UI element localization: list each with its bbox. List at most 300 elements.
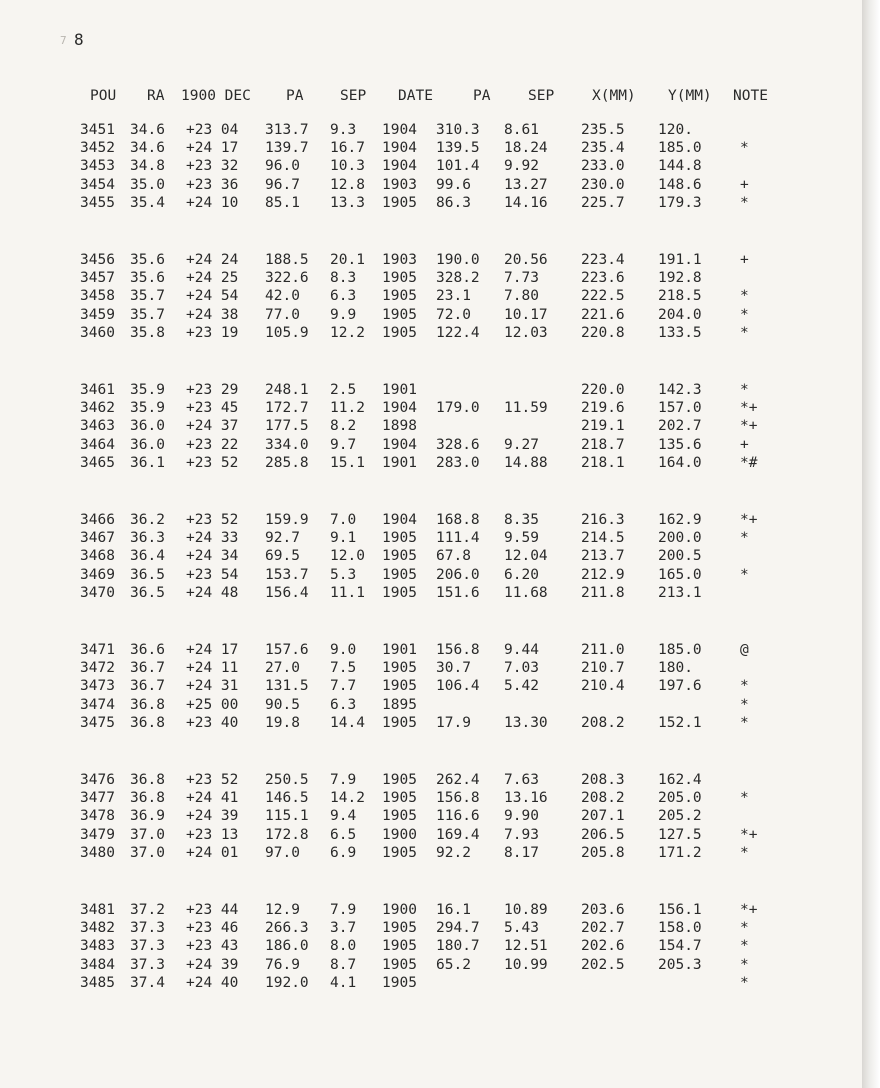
cell-y: 192.8 bbox=[658, 270, 702, 287]
cell-sep1: 11.1 bbox=[330, 584, 365, 601]
cell-sep1: 6.9 bbox=[330, 844, 357, 861]
cell-sep1: 7.7 bbox=[330, 678, 357, 695]
cell-dec: +24 17 bbox=[186, 140, 239, 157]
cell-pou: 3452 bbox=[80, 140, 115, 157]
cell-pa2: 101.4 bbox=[436, 158, 480, 175]
cell-sep2: 20.56 bbox=[504, 252, 548, 268]
cell-dec: +23 22 bbox=[186, 436, 239, 453]
cell-sep2: 7.80 bbox=[504, 288, 539, 305]
cell-pou: 3454 bbox=[80, 176, 115, 193]
cell-sep1: 7.9 bbox=[330, 902, 357, 918]
cell-pa2: 151.6 bbox=[436, 584, 480, 601]
cell-date: 1904 bbox=[382, 140, 417, 157]
cell-sep2: 14.16 bbox=[504, 194, 548, 211]
cell-dec: +23 32 bbox=[186, 158, 239, 175]
cell-date: 1904 bbox=[382, 512, 417, 528]
cell-x: 213.7 bbox=[581, 548, 625, 565]
cell-sep1: 7.5 bbox=[330, 660, 357, 677]
cell-pou: 3476 bbox=[80, 772, 115, 788]
cell-date: 1905 bbox=[382, 920, 417, 937]
cell-ra: 36.0 bbox=[130, 418, 165, 435]
cell-ra: 36.9 bbox=[130, 808, 165, 825]
cell-date: 1905 bbox=[382, 956, 417, 973]
cell-x: 223.4 bbox=[581, 252, 625, 268]
cell-note: + bbox=[740, 436, 749, 453]
cell-pa2: 16.1 bbox=[436, 902, 471, 918]
cell-y: 165.0 bbox=[658, 566, 702, 583]
cell-note: * bbox=[740, 790, 749, 807]
cell-date: 1900 bbox=[382, 826, 417, 843]
cell-ra: 36.3 bbox=[130, 530, 165, 547]
cell-pa1: 313.7 bbox=[265, 122, 309, 138]
cell-note: *# bbox=[740, 454, 758, 471]
cell-x: 211.0 bbox=[581, 642, 625, 658]
cell-ra: 35.9 bbox=[130, 400, 165, 417]
cell-y: 162.4 bbox=[658, 772, 702, 788]
cell-pou: 3468 bbox=[80, 548, 115, 565]
header-sep-2: SEP bbox=[528, 88, 555, 104]
cell-date: 1905 bbox=[382, 974, 417, 991]
cell-date: 1904 bbox=[382, 400, 417, 417]
cell-pou: 3472 bbox=[80, 660, 115, 677]
cell-dec: +24 38 bbox=[186, 306, 239, 323]
header-epoch: 1900 bbox=[181, 88, 216, 104]
cell-sep1: 12.0 bbox=[330, 548, 365, 565]
cell-pa2: 190.0 bbox=[436, 252, 480, 268]
header-pou: POU bbox=[90, 88, 117, 104]
cell-x: 220.8 bbox=[581, 324, 625, 341]
cell-note: * bbox=[740, 844, 749, 861]
cell-date: 1905 bbox=[382, 938, 417, 955]
cell-ra: 37.3 bbox=[130, 938, 165, 955]
cell-sep2: 9.92 bbox=[504, 158, 539, 175]
cell-ra: 36.8 bbox=[130, 772, 165, 788]
cell-x: 230.0 bbox=[581, 176, 625, 193]
cell-pou: 3482 bbox=[80, 920, 115, 937]
cell-pa1: 172.7 bbox=[265, 400, 309, 417]
cell-pa1: 19.8 bbox=[265, 714, 300, 731]
cell-x: 206.5 bbox=[581, 826, 625, 843]
cell-sep2: 7.73 bbox=[504, 270, 539, 287]
cell-sep2: 8.17 bbox=[504, 844, 539, 861]
cell-note: *+ bbox=[740, 512, 758, 528]
cell-pa2: 106.4 bbox=[436, 678, 480, 695]
header-ra: RA bbox=[147, 88, 165, 104]
cell-x: 208.2 bbox=[581, 714, 625, 731]
cell-sep2: 12.04 bbox=[504, 548, 548, 565]
cell-note: * bbox=[740, 938, 749, 955]
cell-sep1: 10.3 bbox=[330, 158, 365, 175]
cell-pou: 3484 bbox=[80, 956, 115, 973]
cell-note: *+ bbox=[740, 418, 758, 435]
cell-sep1: 12.2 bbox=[330, 324, 365, 341]
header-sep: SEP bbox=[340, 88, 367, 104]
cell-x: 202.7 bbox=[581, 920, 625, 937]
cell-sep2: 11.68 bbox=[504, 584, 548, 601]
cell-dec: +23 46 bbox=[186, 920, 239, 937]
cell-sep2: 10.17 bbox=[504, 306, 548, 323]
cell-y: 133.5 bbox=[658, 324, 702, 341]
cell-sep1: 3.7 bbox=[330, 920, 357, 937]
cell-pou: 3477 bbox=[80, 790, 115, 807]
cell-y: 144.8 bbox=[658, 158, 702, 175]
cell-sep1: 8.2 bbox=[330, 418, 357, 435]
header-date: DATE bbox=[398, 88, 433, 104]
cell-pa1: 77.0 bbox=[265, 306, 300, 323]
cell-x: 218.7 bbox=[581, 436, 625, 453]
cell-date: 1905 bbox=[382, 678, 417, 695]
cell-pa1: 156.4 bbox=[265, 584, 309, 601]
cell-pa2: 262.4 bbox=[436, 772, 480, 788]
cell-pou: 3458 bbox=[80, 288, 115, 305]
cell-y: 200.0 bbox=[658, 530, 702, 547]
cell-pa2: 65.2 bbox=[436, 956, 471, 973]
cell-sep1: 2.5 bbox=[330, 382, 357, 398]
cell-x: 210.7 bbox=[581, 660, 625, 677]
cell-ra: 35.7 bbox=[130, 306, 165, 323]
cell-sep2: 12.03 bbox=[504, 324, 548, 341]
cell-date: 1900 bbox=[382, 902, 417, 918]
cell-x: 202.5 bbox=[581, 956, 625, 973]
cell-pou: 3465 bbox=[80, 454, 115, 471]
cell-pa2: 86.3 bbox=[436, 194, 471, 211]
cell-pa1: 186.0 bbox=[265, 938, 309, 955]
cell-pa1: 27.0 bbox=[265, 660, 300, 677]
cell-pa2: 23.1 bbox=[436, 288, 471, 305]
cell-sep2: 14.88 bbox=[504, 454, 548, 471]
cell-y: 157.0 bbox=[658, 400, 702, 417]
cell-pa1: 131.5 bbox=[265, 678, 309, 695]
cell-pa2: 72.0 bbox=[436, 306, 471, 323]
cell-pou: 3461 bbox=[80, 382, 115, 398]
cell-dec: +24 25 bbox=[186, 270, 239, 287]
cell-dec: +24 10 bbox=[186, 194, 239, 211]
cell-dec: +23 29 bbox=[186, 382, 239, 398]
cell-sep1: 13.3 bbox=[330, 194, 365, 211]
cell-note: * bbox=[740, 288, 749, 305]
cell-pou: 3451 bbox=[80, 122, 115, 138]
cell-dec: +24 33 bbox=[186, 530, 239, 547]
cell-date: 1904 bbox=[382, 436, 417, 453]
cell-ra: 35.9 bbox=[130, 382, 165, 398]
cell-y: 191.1 bbox=[658, 252, 702, 268]
cell-dec: +23 04 bbox=[186, 122, 239, 138]
cell-note: * bbox=[740, 956, 749, 973]
cell-pou: 3481 bbox=[80, 902, 115, 918]
cell-y: 156.1 bbox=[658, 902, 702, 918]
cell-sep1: 20.1 bbox=[330, 252, 365, 268]
cell-date: 1905 bbox=[382, 660, 417, 677]
cell-sep1: 5.3 bbox=[330, 566, 357, 583]
cell-x: 219.1 bbox=[581, 418, 625, 435]
cell-pa1: 115.1 bbox=[265, 808, 309, 825]
cell-note: *+ bbox=[740, 902, 758, 918]
cell-pa2: 17.9 bbox=[436, 714, 471, 731]
cell-x: 210.4 bbox=[581, 678, 625, 695]
cell-sep1: 9.4 bbox=[330, 808, 357, 825]
cell-pa2: 139.5 bbox=[436, 140, 480, 157]
cell-pou: 3483 bbox=[80, 938, 115, 955]
cell-date: 1905 bbox=[382, 194, 417, 211]
cell-x: 219.6 bbox=[581, 400, 625, 417]
cell-pou: 3467 bbox=[80, 530, 115, 547]
cell-date: 1904 bbox=[382, 122, 417, 138]
cell-y: 127.5 bbox=[658, 826, 702, 843]
cell-ra: 36.8 bbox=[130, 714, 165, 731]
cell-pa1: 250.5 bbox=[265, 772, 309, 788]
cell-note: @ bbox=[740, 642, 749, 658]
cell-note: * bbox=[740, 714, 749, 731]
cell-dec: +23 13 bbox=[186, 826, 239, 843]
cell-date: 1901 bbox=[382, 382, 417, 398]
cell-sep2: 12.51 bbox=[504, 938, 548, 955]
cell-date: 1905 bbox=[382, 772, 417, 788]
cell-x: 203.6 bbox=[581, 902, 625, 918]
cell-ra: 36.0 bbox=[130, 436, 165, 453]
cell-pou: 3456 bbox=[80, 252, 115, 268]
cell-dec: +23 54 bbox=[186, 566, 239, 583]
cell-dec: +23 19 bbox=[186, 324, 239, 341]
cell-pa1: 188.5 bbox=[265, 252, 309, 268]
cell-ra: 36.1 bbox=[130, 454, 165, 471]
cell-dec: +24 39 bbox=[186, 956, 239, 973]
cell-sep1: 8.0 bbox=[330, 938, 357, 955]
cell-x: 208.2 bbox=[581, 790, 625, 807]
cell-dec: +25 00 bbox=[186, 696, 239, 713]
cell-pou: 3479 bbox=[80, 826, 115, 843]
cell-y: 164.0 bbox=[658, 454, 702, 471]
cell-y: 197.6 bbox=[658, 678, 702, 695]
cell-date: 1905 bbox=[382, 844, 417, 861]
cell-pou: 3473 bbox=[80, 678, 115, 695]
cell-note: * bbox=[740, 530, 749, 547]
cell-y: 185.0 bbox=[658, 140, 702, 157]
cell-dec: +24 11 bbox=[186, 660, 239, 677]
cell-note: * bbox=[740, 566, 749, 583]
cell-pa1: 334.0 bbox=[265, 436, 309, 453]
cell-dec: +24 34 bbox=[186, 548, 239, 565]
cell-pa2: 179.0 bbox=[436, 400, 480, 417]
cell-sep2: 8.61 bbox=[504, 122, 539, 138]
cell-y: 142.3 bbox=[658, 382, 702, 398]
cell-sep2: 10.99 bbox=[504, 956, 548, 973]
cell-dec: +24 31 bbox=[186, 678, 239, 695]
cell-pa1: 159.9 bbox=[265, 512, 309, 528]
cell-sep2: 13.27 bbox=[504, 176, 548, 193]
cell-pa1: 266.3 bbox=[265, 920, 309, 937]
cell-ra: 37.4 bbox=[130, 974, 165, 991]
cell-date: 1901 bbox=[382, 454, 417, 471]
cell-sep2: 9.90 bbox=[504, 808, 539, 825]
cell-ra: 36.6 bbox=[130, 642, 165, 658]
cell-x: 218.1 bbox=[581, 454, 625, 471]
cell-date: 1905 bbox=[382, 530, 417, 547]
header-y-mm: Y(MM) bbox=[668, 88, 712, 104]
cell-sep1: 15.1 bbox=[330, 454, 365, 471]
cell-ra: 35.7 bbox=[130, 288, 165, 305]
cell-sep1: 9.1 bbox=[330, 530, 357, 547]
cell-dec: +24 40 bbox=[186, 974, 239, 991]
cell-note: * bbox=[740, 324, 749, 341]
cell-pa2: 169.4 bbox=[436, 826, 480, 843]
page-number: 8 bbox=[74, 30, 84, 49]
cell-sep1: 8.7 bbox=[330, 956, 357, 973]
cell-pou: 3459 bbox=[80, 306, 115, 323]
cell-ra: 36.4 bbox=[130, 548, 165, 565]
cell-pa1: 92.7 bbox=[265, 530, 300, 547]
cell-pa2: 328.2 bbox=[436, 270, 480, 287]
cell-note: * bbox=[740, 306, 749, 323]
cell-date: 1904 bbox=[382, 158, 417, 175]
header-pa: PA bbox=[286, 88, 304, 104]
header-note: NOTE bbox=[733, 88, 768, 104]
cell-ra: 34.6 bbox=[130, 140, 165, 157]
cell-dec: +23 52 bbox=[186, 454, 239, 471]
cell-date: 1903 bbox=[382, 176, 417, 193]
cell-y: 200.5 bbox=[658, 548, 702, 565]
cell-y: 152.1 bbox=[658, 714, 702, 731]
cell-note: * bbox=[740, 140, 749, 157]
cell-y: 205.0 bbox=[658, 790, 702, 807]
cell-dec: +24 41 bbox=[186, 790, 239, 807]
cell-pa2: 99.6 bbox=[436, 176, 471, 193]
cell-date: 1895 bbox=[382, 696, 417, 713]
cell-x: 233.0 bbox=[581, 158, 625, 175]
cell-pa2: 180.7 bbox=[436, 938, 480, 955]
cell-pou: 3455 bbox=[80, 194, 115, 211]
cell-y: 158.0 bbox=[658, 920, 702, 937]
cell-dec: +23 52 bbox=[186, 772, 239, 788]
cell-x: 212.9 bbox=[581, 566, 625, 583]
cell-pa1: 42.0 bbox=[265, 288, 300, 305]
cell-date: 1905 bbox=[382, 566, 417, 583]
cell-pa2: 111.4 bbox=[436, 530, 480, 547]
cell-date: 1905 bbox=[382, 790, 417, 807]
cell-pa2: 294.7 bbox=[436, 920, 480, 937]
cell-sep1: 11.2 bbox=[330, 400, 365, 417]
cell-note: * bbox=[740, 382, 749, 398]
cell-dec: +24 48 bbox=[186, 584, 239, 601]
cell-date: 1905 bbox=[382, 270, 417, 287]
cell-pa1: 90.5 bbox=[265, 696, 300, 713]
cell-date: 1905 bbox=[382, 306, 417, 323]
cell-sep1: 9.0 bbox=[330, 642, 357, 658]
cell-pa1: 139.7 bbox=[265, 140, 309, 157]
cell-pa2: 156.8 bbox=[436, 790, 480, 807]
cell-pa1: 96.0 bbox=[265, 158, 300, 175]
cell-note: * bbox=[740, 920, 749, 937]
cell-pou: 3480 bbox=[80, 844, 115, 861]
cell-pa2: 156.8 bbox=[436, 642, 480, 658]
cell-sep1: 16.7 bbox=[330, 140, 365, 157]
cell-note: * bbox=[740, 974, 749, 991]
cell-pa1: 105.9 bbox=[265, 324, 309, 341]
cell-date: 1905 bbox=[382, 714, 417, 731]
cell-pa1: 172.8 bbox=[265, 826, 309, 843]
cell-y: 205.3 bbox=[658, 956, 702, 973]
cell-ra: 37.3 bbox=[130, 920, 165, 937]
cell-pa1: 146.5 bbox=[265, 790, 309, 807]
cell-pa1: 97.0 bbox=[265, 844, 300, 861]
cell-note: * bbox=[740, 678, 749, 695]
cell-ra: 37.2 bbox=[130, 902, 165, 918]
cell-dec: +24 01 bbox=[186, 844, 239, 861]
cell-sep2: 9.27 bbox=[504, 436, 539, 453]
cell-sep1: 9.9 bbox=[330, 306, 357, 323]
cell-ra: 36.8 bbox=[130, 790, 165, 807]
cell-y: 135.6 bbox=[658, 436, 702, 453]
cell-ra: 36.5 bbox=[130, 584, 165, 601]
cell-x: 220.0 bbox=[581, 382, 625, 398]
cell-pou: 3475 bbox=[80, 714, 115, 731]
cell-sep1: 14.4 bbox=[330, 714, 365, 731]
cell-pa2: 67.8 bbox=[436, 548, 471, 565]
page-mark: 7 bbox=[60, 34, 67, 47]
cell-ra: 35.6 bbox=[130, 252, 165, 268]
cell-note: * bbox=[740, 696, 749, 713]
cell-x: 202.6 bbox=[581, 938, 625, 955]
cell-sep2: 5.43 bbox=[504, 920, 539, 937]
cell-pa2: 328.6 bbox=[436, 436, 480, 453]
cell-dec: +23 44 bbox=[186, 902, 239, 918]
cell-date: 1898 bbox=[382, 418, 417, 435]
cell-pou: 3462 bbox=[80, 400, 115, 417]
cell-note: *+ bbox=[740, 826, 758, 843]
cell-pou: 3466 bbox=[80, 512, 115, 528]
cell-ra: 35.6 bbox=[130, 270, 165, 287]
cell-date: 1905 bbox=[382, 584, 417, 601]
cell-date: 1901 bbox=[382, 642, 417, 658]
cell-dec: +24 54 bbox=[186, 288, 239, 305]
cell-pa1: 177.5 bbox=[265, 418, 309, 435]
cell-y: 179.3 bbox=[658, 194, 702, 211]
cell-dec: +24 37 bbox=[186, 418, 239, 435]
cell-ra: 36.7 bbox=[130, 660, 165, 677]
cell-y: 162.9 bbox=[658, 512, 702, 528]
cell-note: *+ bbox=[740, 400, 758, 417]
cell-pa2: 168.8 bbox=[436, 512, 480, 528]
cell-ra: 36.2 bbox=[130, 512, 165, 528]
cell-ra: 37.0 bbox=[130, 844, 165, 861]
scan-edge bbox=[862, 0, 880, 1088]
cell-y: 120. bbox=[658, 122, 693, 138]
cell-pou: 3460 bbox=[80, 324, 115, 341]
cell-x: 214.5 bbox=[581, 530, 625, 547]
cell-x: 207.1 bbox=[581, 808, 625, 825]
header-dec: DEC bbox=[224, 88, 251, 104]
cell-date: 1905 bbox=[382, 324, 417, 341]
cell-dec: +23 52 bbox=[186, 512, 239, 528]
cell-note: + bbox=[740, 252, 749, 268]
cell-sep1: 12.8 bbox=[330, 176, 365, 193]
cell-ra: 36.5 bbox=[130, 566, 165, 583]
cell-dec: +24 24 bbox=[186, 252, 239, 268]
cell-pou: 3478 bbox=[80, 808, 115, 825]
cell-y: 202.7 bbox=[658, 418, 702, 435]
cell-pa1: 96.7 bbox=[265, 176, 300, 193]
cell-sep2: 11.59 bbox=[504, 400, 548, 417]
cell-pa2: 92.2 bbox=[436, 844, 471, 861]
cell-y: 204.0 bbox=[658, 306, 702, 323]
cell-note: + bbox=[740, 176, 749, 193]
cell-sep2: 7.93 bbox=[504, 826, 539, 843]
cell-sep1: 9.3 bbox=[330, 122, 357, 138]
cell-pou: 3474 bbox=[80, 696, 115, 713]
cell-sep1: 6.3 bbox=[330, 696, 357, 713]
cell-pa1: 12.9 bbox=[265, 902, 300, 918]
cell-date: 1905 bbox=[382, 548, 417, 565]
cell-pa1: 157.6 bbox=[265, 642, 309, 658]
